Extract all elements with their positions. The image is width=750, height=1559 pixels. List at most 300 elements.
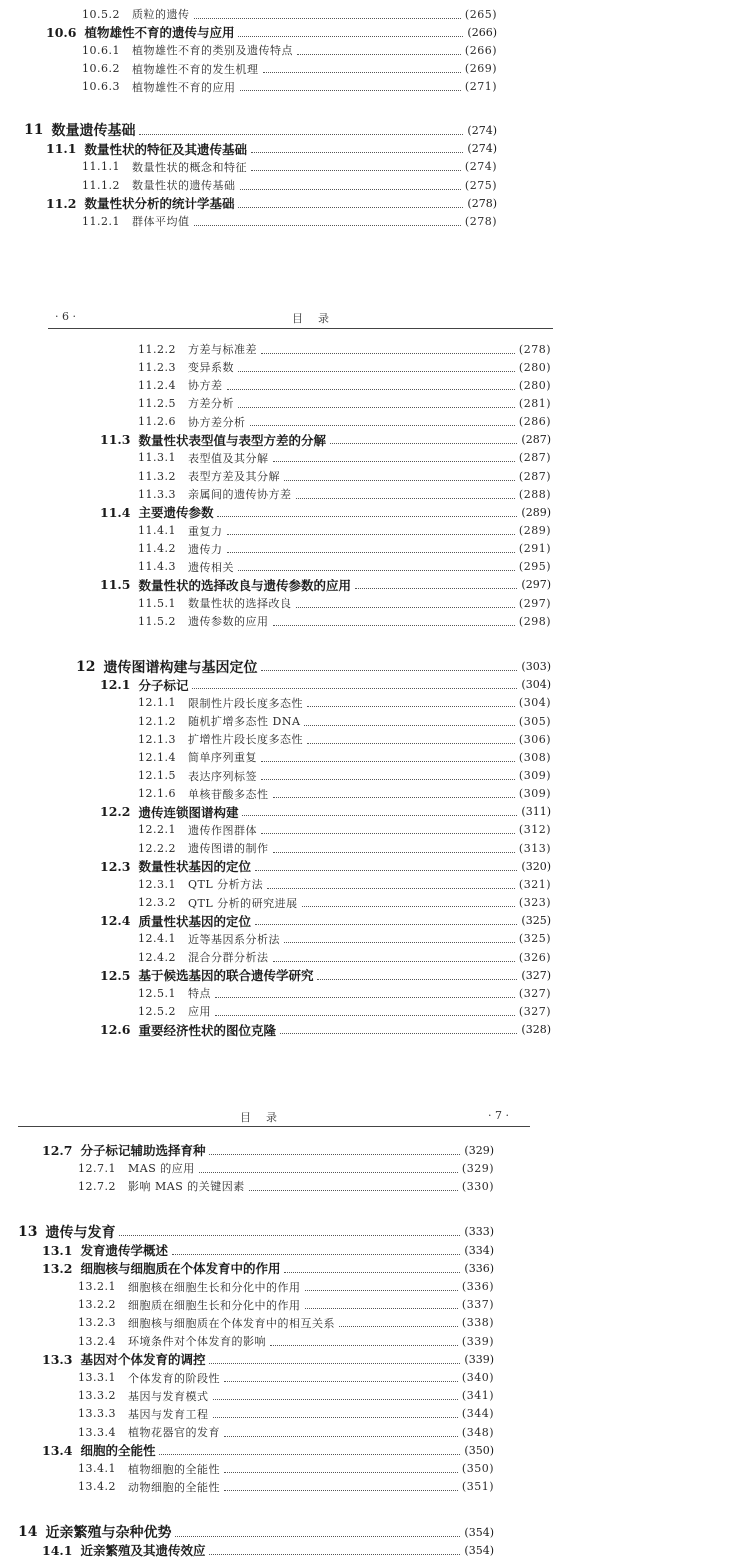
- entry-page-number: (280): [518, 360, 551, 374]
- entry-number: 13.3.4: [78, 1425, 116, 1439]
- entry-page-number: (281): [518, 396, 551, 410]
- entry-title: 简单序列重复: [188, 751, 257, 765]
- dot-leader: [280, 1033, 517, 1034]
- entry-page-number: (333): [464, 1225, 494, 1239]
- entry-page-number: (274): [467, 123, 497, 137]
- dot-leader: [242, 815, 517, 816]
- entry-title: 发育遗传学概述: [80, 1243, 168, 1259]
- toc-subsection-row[interactable]: [138, 485, 551, 503]
- toc-subsection-row[interactable]: [138, 730, 551, 748]
- entry-title: 数量遗传基础: [51, 123, 136, 140]
- toc-section-row[interactable]: [100, 966, 551, 984]
- toc-subsection-row[interactable]: [138, 1002, 551, 1020]
- entry-page-number: (309): [518, 769, 551, 783]
- entry-number: 10.6.2: [82, 62, 120, 76]
- entry-number: 12.1: [100, 677, 131, 693]
- entry-title: 基因与发育工程: [128, 1407, 209, 1421]
- entry-title: 协方差: [188, 379, 223, 393]
- entry-number: 11.5.1: [138, 596, 176, 610]
- entry-page-number: (339): [461, 1334, 494, 1348]
- toc-subsection-row[interactable]: [138, 694, 551, 712]
- entry-number: 13.3.1: [78, 1371, 116, 1384]
- toc-section-row[interactable]: [42, 1141, 494, 1159]
- toc-subsection-row[interactable]: [138, 712, 551, 730]
- entry-title: 细胞核在细胞生长和分化中的作用: [128, 1280, 301, 1294]
- entry-number: 10.6.1: [82, 43, 120, 57]
- dot-leader: [273, 461, 515, 462]
- entry-number: 13.4.2: [78, 1480, 116, 1494]
- entry-number: 12.1.4: [138, 750, 176, 764]
- entry-title: 表型方差及其分解: [188, 470, 280, 484]
- toc-subsection-row[interactable]: [78, 1278, 494, 1296]
- entry-title: 遗传力: [188, 542, 223, 556]
- toc-section-row[interactable]: [100, 857, 551, 875]
- dot-leader: [304, 725, 515, 726]
- toc-subsection-row[interactable]: [78, 1478, 494, 1496]
- toc-section-row[interactable]: [46, 140, 497, 158]
- entry-page-number: (278): [464, 214, 497, 228]
- entry-number: 12.5: [100, 967, 131, 983]
- entry-title: 植物雄性不育的遗传与应用: [84, 25, 235, 41]
- toc-section-row[interactable]: [100, 912, 551, 930]
- toc-subsection-row[interactable]: [138, 785, 551, 803]
- entry-number: 12.1.3: [138, 732, 176, 746]
- toc-subsection-row[interactable]: [138, 522, 551, 540]
- toc-subsection-row[interactable]: [138, 748, 551, 766]
- entry-page-number: (275): [464, 178, 497, 192]
- toc-subsection-row[interactable]: [138, 984, 551, 1002]
- dot-leader: [307, 706, 515, 707]
- dot-leader: [119, 1235, 460, 1236]
- toc-subsection-row[interactable]: [82, 60, 497, 78]
- entry-title: 应用: [188, 1005, 211, 1019]
- entry-title: 亲属间的遗传协方差: [188, 488, 292, 502]
- toc-subsection-row[interactable]: [78, 1369, 494, 1387]
- entry-page-number: (274): [464, 160, 497, 174]
- entry-page-number: (327): [521, 968, 551, 982]
- toc-chapter-row[interactable]: [24, 121, 497, 139]
- entry-page-number: (304): [521, 678, 551, 692]
- entry-number: 13.4: [42, 1442, 73, 1458]
- toc-subsection-row[interactable]: [78, 1177, 494, 1195]
- toc-subsection-row[interactable]: [78, 1460, 494, 1478]
- entry-number: 12.2.1: [138, 823, 176, 837]
- entry-page-number: (348): [461, 1425, 494, 1439]
- dot-leader: [238, 36, 463, 37]
- entry-number: 12.7.2: [78, 1179, 116, 1193]
- entry-page-number: (338): [461, 1316, 494, 1330]
- entry-page-number: (305): [518, 714, 551, 728]
- entry-number: 11.1: [46, 141, 77, 157]
- entry-title: 数量性状的选择改良与遗传参数的应用: [138, 577, 351, 593]
- entry-page-number: (271): [464, 80, 497, 94]
- toc-subsection-row[interactable]: [82, 158, 497, 176]
- dot-leader: [330, 443, 517, 444]
- entry-page-number: (278): [467, 196, 497, 210]
- entry-number: 11.1.1: [82, 160, 120, 174]
- entry-title: 遗传参数的应用: [188, 615, 269, 629]
- entry-page-number: (303): [521, 660, 551, 674]
- toc-section-row[interactable]: [100, 803, 551, 821]
- toc-subsection-row[interactable]: [78, 1332, 494, 1350]
- dot-leader: [227, 389, 515, 390]
- entry-title: 个体发育的阶段性: [128, 1371, 220, 1385]
- entry-title: 数量性状的遗传基础: [132, 179, 236, 193]
- entry-page-number: (327): [518, 1004, 551, 1018]
- header-running-title: 目 录: [292, 312, 331, 325]
- entry-number: 13.2.3: [78, 1316, 116, 1330]
- dot-leader: [213, 1399, 458, 1400]
- entry-number: 11.4: [100, 504, 131, 520]
- entry-page-number: (329): [461, 1161, 494, 1175]
- entry-number: 11.2.1: [82, 214, 120, 228]
- entry-number: 12.1.1: [138, 696, 176, 710]
- entry-number: 12.7.1: [78, 1161, 116, 1175]
- entry-title: 混合分群分析法: [188, 951, 269, 965]
- entry-page-number: (312): [518, 823, 551, 837]
- entry-number: 13: [18, 1223, 38, 1240]
- entry-page-number: (325): [518, 932, 551, 946]
- entry-title: 主要遗传参数: [138, 505, 214, 521]
- dot-leader: [273, 961, 515, 962]
- entry-number: 12: [76, 658, 96, 675]
- entry-title: 变异系数: [188, 361, 234, 375]
- toc-section-row[interactable]: [42, 1441, 494, 1459]
- entry-number: 13.3.2: [78, 1389, 116, 1403]
- entry-number: 10.6: [46, 24, 77, 40]
- entry-title: QTL 分析的研究进展: [188, 896, 298, 910]
- dot-leader: [172, 1254, 460, 1255]
- entry-number: 14.1: [42, 1542, 73, 1558]
- toc-subsection-row[interactable]: [138, 467, 551, 485]
- entry-title: 近等基因系分析法: [188, 932, 280, 946]
- dot-leader: [302, 906, 515, 907]
- toc-subsection-row[interactable]: [82, 176, 497, 194]
- entry-title: 遗传作图群体: [188, 823, 257, 837]
- toc-chapter-row[interactable]: [76, 658, 551, 676]
- entry-title: 限制性片段长度多态性: [188, 696, 303, 710]
- dot-leader: [159, 1454, 460, 1455]
- entry-title: 单核苷酸多态性: [188, 787, 269, 801]
- entry-title: 重要经济性状的图位克隆: [138, 1022, 276, 1038]
- entry-title: 数量性状的概念和特征: [132, 160, 247, 174]
- entry-page-number: (289): [521, 505, 551, 519]
- entry-title: 近亲繁殖与杂种优势: [45, 1525, 172, 1542]
- entry-title: 近亲繁殖及其遗传效应: [80, 1543, 206, 1559]
- dot-leader: [270, 1345, 458, 1346]
- entry-page-number: (350): [461, 1462, 494, 1475]
- toc-section-row[interactable]: [42, 1350, 494, 1368]
- header-rule: [18, 1126, 530, 1127]
- toc-subsection-row[interactable]: [138, 839, 551, 857]
- entry-page-number: (350): [464, 1443, 494, 1457]
- entry-title: 表型值及其分解: [188, 451, 269, 465]
- toc-section-row[interactable]: [46, 194, 497, 212]
- header-page-number: · 7 ·: [488, 1109, 509, 1122]
- toc-subsection-row[interactable]: [138, 894, 551, 912]
- toc-section-row[interactable]: [100, 576, 551, 594]
- entry-number: 12.6: [100, 1022, 131, 1038]
- toc-section-row[interactable]: [46, 23, 497, 41]
- toc-subsection-row[interactable]: [138, 558, 551, 576]
- toc-subsection-row[interactable]: [138, 594, 551, 612]
- entry-title: 植物雄性不育的类别及遗传特点: [132, 44, 293, 58]
- toc-subsection-row[interactable]: [138, 376, 551, 394]
- toc-chapter-row[interactable]: [18, 1523, 494, 1541]
- dot-leader: [339, 1326, 458, 1327]
- toc-subsection-row[interactable]: [78, 1296, 494, 1314]
- dot-leader: [255, 924, 517, 925]
- dot-leader: [224, 1472, 458, 1473]
- entry-number: 13.3.3: [78, 1407, 116, 1421]
- toc-subsection-row[interactable]: [78, 1405, 494, 1423]
- dot-leader: [355, 588, 517, 589]
- toc-section-row[interactable]: [42, 1241, 494, 1259]
- entry-title: 环境条件对个体发育的影响: [128, 1335, 266, 1349]
- entry-number: 12.1.6: [138, 787, 176, 801]
- entry-page-number: (313): [518, 841, 551, 855]
- entry-title: 扩增性片段长度多态性: [188, 733, 303, 747]
- entry-title: 影响 MAS 的关键因素: [128, 1180, 245, 1194]
- toc-subsection-row[interactable]: [138, 948, 551, 966]
- dot-leader: [297, 54, 461, 55]
- entry-page-number: (288): [518, 487, 551, 501]
- entry-title: 细胞的全能性: [80, 1443, 156, 1459]
- entry-title: 数量性状的选择改良: [188, 597, 292, 611]
- entry-title: 基因对个体发育的调控: [80, 1352, 206, 1368]
- entry-number: 13.2.2: [78, 1298, 116, 1312]
- dot-leader: [273, 625, 515, 626]
- entry-number: 12.3.1: [138, 877, 176, 891]
- dot-leader: [238, 371, 515, 372]
- entry-number: 12.5.2: [138, 1004, 176, 1018]
- entry-number: 11.3: [100, 432, 131, 448]
- entry-page-number: (295): [518, 560, 551, 574]
- entry-title: 数量性状表型值与表型方差的分解: [138, 432, 326, 448]
- entry-number: 11.1.2: [82, 178, 120, 192]
- toc-subsection-row[interactable]: [138, 394, 551, 412]
- entry-number: 11.4.3: [138, 560, 176, 574]
- dot-leader: [296, 607, 515, 608]
- entry-number: 13.4.1: [78, 1462, 116, 1475]
- toc-subsection-row[interactable]: [138, 340, 551, 358]
- toc-section-row[interactable]: [100, 676, 551, 694]
- dot-leader: [224, 1381, 458, 1382]
- entry-page-number: (311): [521, 805, 551, 819]
- dot-leader: [261, 761, 515, 762]
- entry-page-number: (344): [461, 1407, 494, 1421]
- entry-number: 12.5.1: [138, 986, 176, 1000]
- dot-leader: [261, 833, 515, 834]
- entry-number: 12.7: [42, 1142, 73, 1158]
- dot-leader: [255, 870, 517, 871]
- entry-page-number: (304): [518, 696, 551, 710]
- toc-section-row[interactable]: [100, 1021, 551, 1039]
- toc-subsection-row[interactable]: [82, 212, 497, 230]
- toc-section-row[interactable]: [42, 1541, 494, 1559]
- entry-number: 11.2.4: [138, 378, 176, 392]
- entry-page-number: (287): [521, 433, 551, 447]
- entry-title: 植物花器官的发育: [128, 1426, 220, 1440]
- entry-page-number: (339): [464, 1352, 494, 1366]
- toc-subsection-row[interactable]: [138, 612, 551, 630]
- dot-leader: [238, 407, 515, 408]
- toc-subsection-row[interactable]: [138, 930, 551, 948]
- toc-subsection-row[interactable]: [78, 1159, 494, 1177]
- dot-leader: [224, 1436, 458, 1437]
- entry-number: 12.2: [100, 804, 131, 820]
- entry-number: 13.2.1: [78, 1280, 116, 1293]
- dot-leader: [213, 1417, 458, 1418]
- dot-leader: [240, 90, 461, 91]
- entry-title: 遗传图谱的制作: [188, 842, 269, 856]
- entry-title: 质粒的遗传: [132, 8, 190, 21]
- dot-leader: [227, 534, 515, 535]
- entry-number: 11.3.1: [138, 451, 176, 465]
- header-page-number: · 6 ·: [55, 310, 76, 323]
- entry-page-number: (336): [464, 1261, 494, 1275]
- entry-page-number: (269): [464, 62, 497, 76]
- header-running-title: 目 录: [240, 1111, 279, 1124]
- entry-page-number: (289): [518, 524, 551, 537]
- dot-leader: [261, 779, 515, 780]
- toc-chapter-row[interactable]: [18, 1223, 494, 1241]
- entry-title: 数量性状的特征及其遗传基础: [84, 141, 247, 157]
- dot-leader: [199, 1172, 458, 1173]
- entry-page-number: (287): [518, 469, 551, 483]
- page-2: [0, 300, 750, 1040]
- entry-page-number: (297): [518, 596, 551, 610]
- entry-page-number: (291): [518, 542, 551, 556]
- entry-number: 10.6.3: [82, 80, 120, 94]
- dot-leader: [273, 852, 515, 853]
- entry-page-number: (321): [518, 877, 551, 891]
- entry-page-number: (309): [518, 787, 551, 801]
- dot-leader: [227, 552, 515, 553]
- entry-number: 11: [24, 122, 44, 139]
- entry-title: 表达序列标签: [188, 769, 257, 783]
- entry-number: 11.2.5: [138, 396, 176, 410]
- dot-leader: [215, 997, 515, 998]
- entry-number: 11.5: [100, 577, 131, 593]
- entry-title: 植物雄性不育的发生机理: [132, 62, 259, 76]
- entry-number: 13.2.4: [78, 1334, 116, 1348]
- dot-leader: [307, 743, 515, 744]
- entry-title: 植物雄性不育的应用: [132, 80, 236, 94]
- entry-page-number: (323): [518, 896, 551, 910]
- dot-leader: [192, 688, 517, 689]
- toc-subsection-row[interactable]: [78, 1423, 494, 1441]
- entry-title: 随机扩增多态性 DNA: [188, 715, 301, 729]
- dot-leader: [317, 979, 517, 980]
- entry-page-number: (337): [461, 1298, 494, 1312]
- dot-leader: [238, 570, 515, 571]
- toc-subsection-row[interactable]: [138, 540, 551, 558]
- dot-leader: [250, 425, 515, 426]
- entry-page-number: (326): [518, 950, 551, 964]
- toc-subsection-row[interactable]: [138, 767, 551, 785]
- dot-leader: [217, 516, 517, 517]
- page-1: [0, 0, 750, 230]
- toc-subsection-row[interactable]: [82, 5, 497, 23]
- entry-title: 分子标记: [138, 677, 189, 693]
- entry-title: 质量性状基因的定位: [138, 913, 251, 929]
- entry-page-number: (265): [464, 7, 497, 21]
- entry-page-number: (328): [521, 1023, 551, 1037]
- toc-section-row[interactable]: [100, 503, 551, 521]
- dot-leader: [296, 498, 515, 499]
- entry-page-number: (334): [464, 1243, 494, 1257]
- entry-number: 12.3: [100, 858, 131, 874]
- dot-leader: [240, 189, 461, 190]
- entry-title: 方差分析: [188, 397, 234, 411]
- toc-subsection-row[interactable]: [82, 41, 497, 59]
- entry-title: 分子标记辅助选择育种: [80, 1143, 206, 1158]
- entry-title: 群体平均值: [132, 215, 190, 229]
- dot-leader: [194, 225, 461, 226]
- entry-number: 11.2.6: [138, 415, 176, 429]
- entry-page-number: (354): [464, 1543, 494, 1557]
- entry-number: 12.4.1: [138, 932, 176, 946]
- dot-leader: [209, 1154, 460, 1155]
- dot-leader: [215, 1015, 515, 1016]
- entry-page-number: (286): [518, 415, 551, 429]
- dot-leader: [284, 942, 515, 943]
- entry-number: 12.1.5: [138, 769, 176, 783]
- entry-page-number: (354): [464, 1525, 494, 1539]
- entry-title: QTL 分析方法: [188, 878, 264, 892]
- entry-number: 12.4: [100, 913, 131, 929]
- entry-title: 方差与标准差: [188, 343, 257, 356]
- entry-title: 协方差分析: [188, 415, 246, 429]
- toc-subsection-row[interactable]: [138, 821, 551, 839]
- entry-number: 11.3.3: [138, 487, 176, 501]
- entry-number: 11.2.2: [138, 342, 176, 356]
- entry-number: 14: [18, 1524, 38, 1541]
- dot-leader: [284, 480, 515, 481]
- entry-title: 重复力: [188, 524, 223, 538]
- toc-subsection-row[interactable]: [138, 413, 551, 431]
- dot-leader: [139, 134, 463, 135]
- toc-section-row[interactable]: [100, 431, 551, 449]
- entry-title: 基于候选基因的联合遗传学研究: [138, 968, 314, 984]
- toc-section-row[interactable]: [42, 1259, 494, 1277]
- toc-subsection-row[interactable]: [138, 875, 551, 893]
- entry-page-number: (329): [464, 1143, 494, 1157]
- entry-page-number: (341): [461, 1389, 494, 1403]
- entry-number: 13.2: [42, 1260, 73, 1276]
- toc-subsection-row[interactable]: [78, 1387, 494, 1405]
- entry-number: 12.2.2: [138, 841, 176, 855]
- toc-subsection-row[interactable]: [82, 78, 497, 96]
- entry-page-number: (278): [518, 342, 551, 356]
- dot-leader: [224, 1490, 458, 1491]
- entry-page-number: (351): [461, 1480, 494, 1494]
- toc-subsection-row[interactable]: [138, 358, 551, 376]
- toc-subsection-row[interactable]: [138, 449, 551, 467]
- dot-leader: [305, 1308, 458, 1309]
- entry-title: 数量性状基因的定位: [138, 859, 251, 875]
- entry-number: 12.3.2: [138, 896, 176, 910]
- entry-number: 13.3: [42, 1351, 73, 1367]
- dot-leader: [261, 670, 517, 671]
- dot-leader: [284, 1272, 460, 1273]
- entry-page-number: (306): [518, 732, 551, 746]
- entry-page-number: (320): [521, 859, 551, 873]
- entry-title: 特点: [188, 987, 211, 1001]
- entry-page-number: (325): [521, 914, 551, 928]
- toc-subsection-row[interactable]: [78, 1314, 494, 1332]
